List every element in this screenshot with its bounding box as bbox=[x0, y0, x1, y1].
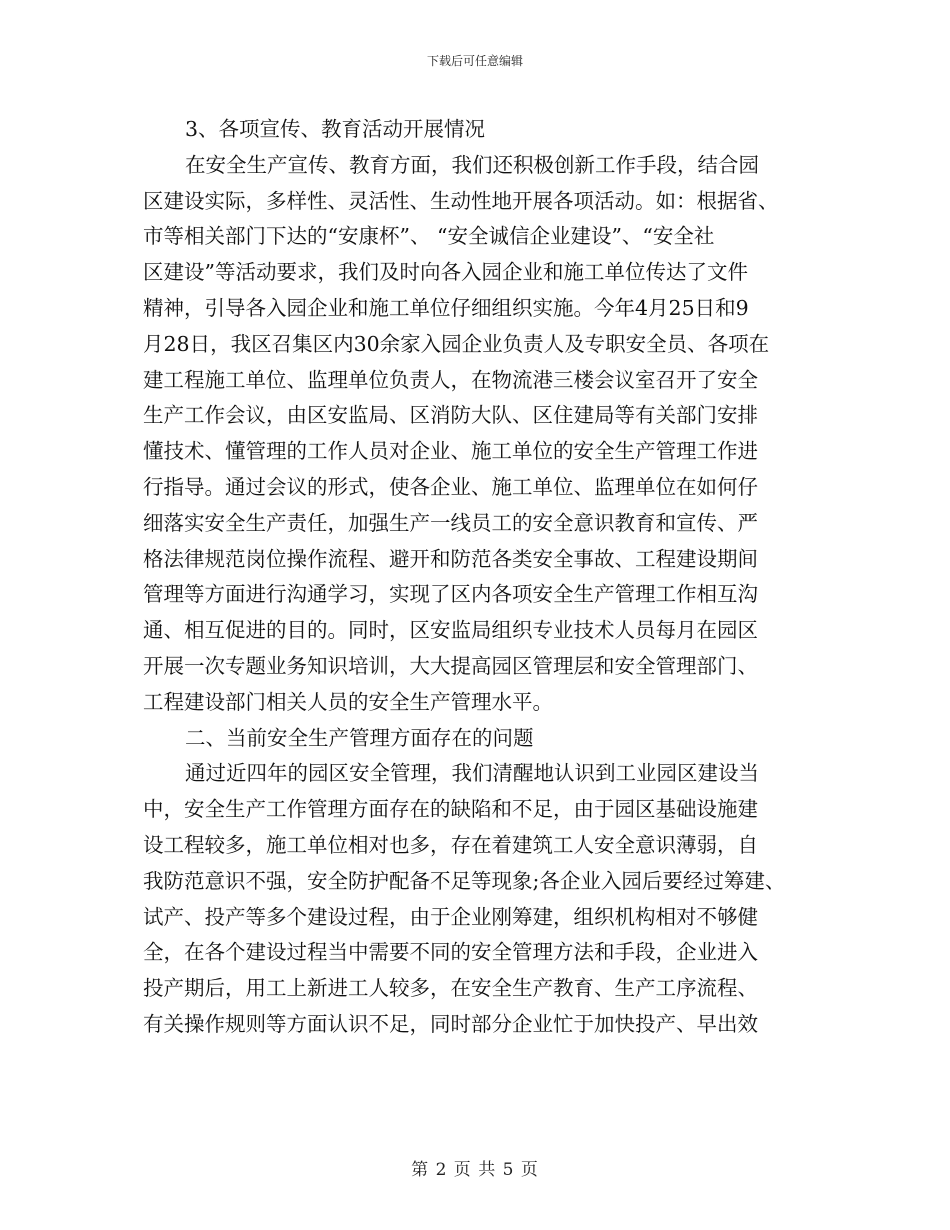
paragraph-line: 懂技术、懂管理的工作人员对企业、施工单位的安全生产管理工作进 bbox=[143, 439, 758, 464]
paragraph-line: 中，安全生产工作管理方面存在的缺陷和不足，由于园区基础设施建 bbox=[143, 797, 758, 822]
paragraph-line: 精神，引导各入园企业和施工单位仔细组织实施。今年4月25日和9 bbox=[143, 295, 749, 320]
paragraph-line: 我防范意识不强，安全防护配备不足等现象;各企业入园后要经过筹建、 bbox=[143, 868, 786, 893]
document-body bbox=[143, 112, 807, 1043]
paragraph-line: 区建设”等活动要求，我们及时向各入园企业和施工单位传达了文件 bbox=[143, 260, 748, 285]
paragraph-line: 月28日，我区召集区内30余家入园企业负责人及专职安全员、各项在 bbox=[143, 331, 770, 356]
paragraph-line: 开展一次专题业务知识培训，大大提高园区管理层和安全管理部门、 bbox=[143, 653, 758, 678]
paragraph-line: 区建设实际，多样性、灵活性、生动性地开展各项活动。如：根据省、 bbox=[143, 188, 779, 213]
paragraph-line: 有关操作规则等方面认识不足，同时部分企业忙于加快投产、早出效 bbox=[143, 1011, 758, 1036]
paragraph-line: 通、相互促进的目的。同时，区安监局组织专业技术人员每月在园区 bbox=[143, 618, 758, 643]
paragraph-line: 市等相关部门下达的“安康杯”、 “安全诚信企业建设”、“安全社 bbox=[143, 224, 715, 249]
section-heading: 3、各项宣传、教育活动开展情况 bbox=[185, 117, 486, 141]
paragraph-line: 行指导。通过会议的形式，使各企业、施工单位、监理单位在如何仔 bbox=[143, 474, 758, 499]
paragraph-line: 细落实安全生产责任，加强生产一线员工的安全意识教育和宣传、严 bbox=[143, 510, 758, 535]
page-footer: 第 2 页 共 5 页 bbox=[411, 1160, 539, 1180]
paragraph-line: 工程建设部门相关人员的安全生产管理水平。 bbox=[143, 689, 553, 714]
paragraph-line: 投产期后，用工上新进工人较多，在安全生产教育、生产工序流程、 bbox=[143, 976, 758, 1001]
paragraph-line: 设工程较多，施工单位相对也多，存在着建筑工人安全意识薄弱，自 bbox=[143, 832, 758, 857]
paragraph-line: 管理等方面进行沟通学习，实现了区内各项安全生产管理工作相互沟 bbox=[143, 582, 758, 607]
paragraph-line: 试产、投产等多个建设过程，由于企业刚筹建，组织机构相对不够健 bbox=[143, 904, 758, 929]
paragraph-line: 建工程施工单位、监理单位负责人，在物流港三楼会议室召开了安全 bbox=[143, 367, 758, 392]
paragraph-line: 通过近四年的园区安全管理，我们清醒地认识到工业园区建设当 bbox=[185, 761, 759, 786]
section-heading: 二、当前安全生产管理方面存在的问题 bbox=[185, 725, 534, 750]
page-header: 下载后可任意编辑 bbox=[426, 54, 523, 68]
paragraph-line: 在安全生产宣传、教育方面，我们还积极创新工作手段，结合园 bbox=[185, 152, 759, 177]
paragraph-line: 格法律规范岗位操作流程、避开和防范各类安全事故、工程建设期间 bbox=[143, 546, 758, 571]
paragraph-line: 生产工作会议，由区安监局、区消防大队、区住建局等有关部门安排 bbox=[143, 403, 758, 428]
paragraph-line: 全，在各个建设过程当中需要不同的安全管理方法和手段，企业进入 bbox=[143, 940, 758, 965]
